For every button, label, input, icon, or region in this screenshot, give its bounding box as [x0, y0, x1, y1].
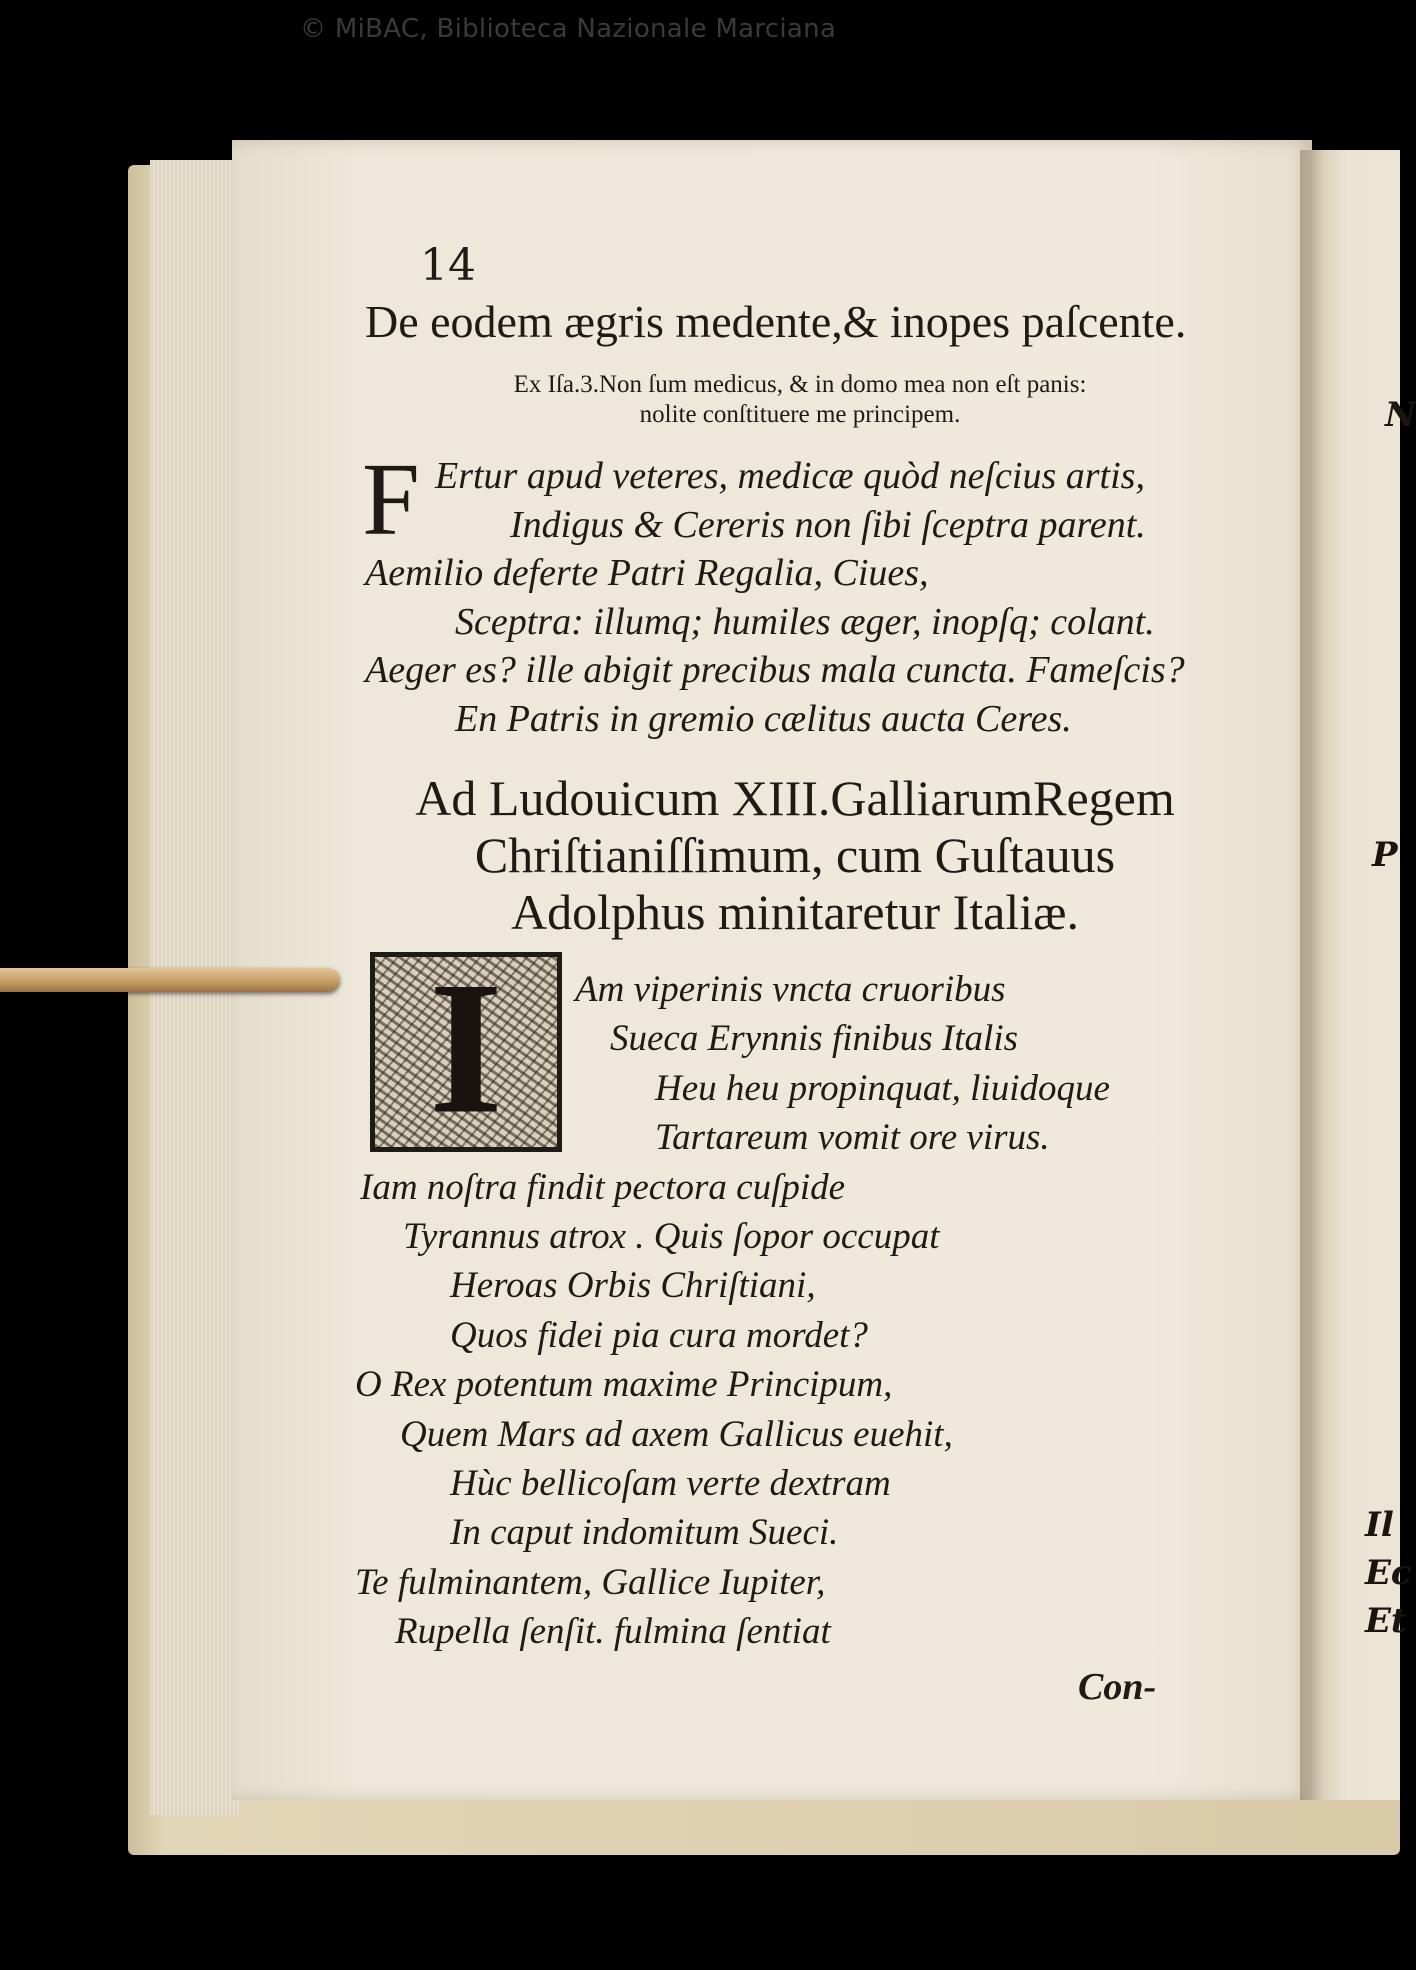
- verse-line: Quos fidei pia cura mordet?: [450, 1314, 868, 1356]
- verse-line: Quem Mars ad axem Gallicus euehit,: [400, 1413, 953, 1455]
- epigraph-line: Ex Iſa.3.Non ſum medicus, & in domo mea non eſt panis:: [513, 371, 1087, 398]
- epigraph-line: nolite conſtituere me principem.: [639, 401, 961, 428]
- right-page-fragment: P: [1372, 835, 1398, 875]
- verse-line: Sueca Erynnis finibus Italis: [610, 1018, 1018, 1060]
- poem-two-title: [360, 770, 1230, 941]
- dropcap-f: F: [362, 442, 420, 557]
- verse-line: Indigus & Cereris non ſibi ſceptra parent.: [510, 503, 1146, 546]
- verse-line: Ertur apud veteres, medicæ quòd neſcius artis,: [435, 455, 1145, 497]
- right-page-fragment: Il: [1365, 1505, 1394, 1545]
- verse-line: Aemilio deferte Patri Regalia, Ciues,: [365, 552, 929, 594]
- epigraph: [405, 370, 1195, 430]
- title-line: Ad Ludouicum XIII.GalliarumRegem: [415, 770, 1175, 826]
- woodcut-letter: I: [429, 943, 503, 1154]
- page-holder-stick: [0, 968, 340, 992]
- right-page-fragment: Ec: [1365, 1553, 1412, 1593]
- verse-line: Te fulminantem, Gallice Iupiter,: [355, 1561, 826, 1603]
- verse-line: Sceptra: illumq; humiles æger, inopſq; colant.: [455, 600, 1155, 643]
- verse-line: Iam noſtra findit pectora cuſpide: [360, 1166, 846, 1208]
- verse-line: Tartareum vomit ore virus.: [655, 1117, 1050, 1159]
- verse-line: In caput indomitum Sueci.: [450, 1512, 839, 1554]
- verse-line: Aeger es? ille abigit precibus mala cuncta. Fameſcis?: [365, 649, 1185, 691]
- verse-line: Rupella ſenſit. fulmina ſentiat: [395, 1611, 831, 1653]
- verse-line: Am viperinis vncta cruoribus: [575, 969, 1006, 1010]
- verse-line: O Rex potentum maxime Principum,: [355, 1364, 893, 1406]
- verse-line: Hùc bellicoſam verte dextram: [450, 1463, 891, 1505]
- watermark: © MiBAC, Biblioteca Nazionale Marciana: [300, 14, 837, 44]
- title-line: Adolphus minitaretur Italiæ.: [511, 884, 1079, 940]
- right-page-fragment: Et: [1365, 1601, 1407, 1641]
- verse-line: Heroas Orbis Chriſtiani,: [450, 1265, 816, 1307]
- verse-line: En Patris in gremio cælitus aucta Ceres.: [455, 697, 1072, 740]
- verse-line: Tyrannus atrox . Quis ſopor occupat: [403, 1216, 940, 1258]
- catchword: Con-: [1078, 1666, 1157, 1708]
- title-line: Chriſtianiſſimum, cum Guſtauus: [474, 827, 1116, 883]
- verse-line: Heu heu propinquat, liuidoque: [655, 1067, 1110, 1109]
- poem-heading: De eodem ægris medente,& inopes paſcente.: [365, 296, 1187, 347]
- page-number: 14: [420, 240, 476, 291]
- gutter-shadow: [1300, 150, 1324, 1800]
- right-page-fragment: N: [1385, 395, 1416, 435]
- poem-one: [365, 452, 1185, 743]
- poem-two: [355, 965, 1110, 1657]
